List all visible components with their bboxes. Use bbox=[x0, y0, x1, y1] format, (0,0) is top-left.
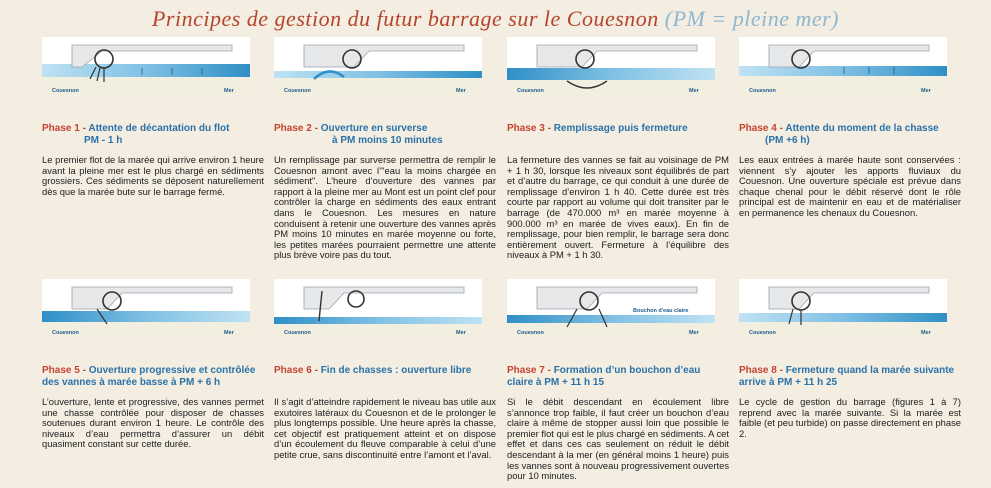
phase-5-title: Ouverture progressive et contrôlée bbox=[88, 365, 256, 376]
phase-4-diagram bbox=[739, 37, 947, 97]
phase-6-number: Phase 6 - bbox=[274, 365, 318, 376]
phase-6-heading bbox=[274, 365, 496, 377]
phase-1-text: Le premier flot de la marée qui arrive environ 1 heure avant la pleine mer est le plus chargé en sédiments grossiers. Ces sédiments se déposent naturellement dès que la marée bute sur le barrage fermé. bbox=[42, 154, 264, 197]
phase-3-title: Remplissage puis fermeture bbox=[553, 123, 688, 134]
phase-4-title: Attente du moment de la chasse bbox=[785, 123, 939, 134]
phase-1-title2: PM - 1 h bbox=[84, 134, 123, 146]
label-couesnon: Couesnon bbox=[517, 88, 544, 94]
phase-2-text: Un remplissage par surverse permettra de remplir le Couesnon amont avec l’"eau la moins chargée en sédiment". L’heure d’ouverture des vannes par rapport à la pleine mer au Mont est un point clef pour contrôler la charge en sédiments des eaux entrant dans le Couesnon. Les mesures en nature conduisent à retenir une ouverture des vannes après PM moins 10 minutes en marée moyenne ou forte, les petites marées pourraient permettre une attente plus brève voire pas du tout. bbox=[274, 154, 496, 261]
phase-3-diagram bbox=[507, 37, 715, 97]
phase-2-title2: à PM moins 10 minutes bbox=[332, 134, 443, 146]
phase-8-heading bbox=[739, 365, 961, 388]
phase-8-diagram bbox=[739, 279, 947, 339]
phase-1-diagram bbox=[42, 37, 250, 97]
phase-5-title2: des vannes à marée basse à PM + 6 h bbox=[42, 376, 221, 388]
phase-2-title: Ouverture en surverse bbox=[320, 123, 428, 134]
phase-7-text: Si le débit descendant en écoulement libre s’annonce trop faible, il faut créer un bouchon d’eau claire à même de stopper aussi loin que possible le premier flot qui est le plus chargé en sédiments. A cet effet et dans ces cas seulement on réduit le débit descendant à la mer (en général moins 1 heure) puis les vannes sont à nouveau progressivement ouvertes pour 10 minutes. bbox=[507, 396, 730, 482]
label-couesnon: Couesnon bbox=[749, 330, 776, 336]
phase-4-number: Phase 4 - bbox=[739, 123, 783, 134]
phase-2-diagram bbox=[274, 37, 482, 97]
label-mer: Mer bbox=[921, 88, 931, 94]
label-mer: Mer bbox=[689, 88, 699, 94]
phase-1-number: Phase 1 - bbox=[42, 123, 86, 134]
phase-2-heading bbox=[274, 123, 496, 146]
title-subtitle: (PM = pleine mer) bbox=[664, 6, 840, 31]
label-couesnon: Couesnon bbox=[52, 330, 79, 336]
label-mer: Mer bbox=[224, 330, 234, 336]
phase-4-title2: (PM +6 h) bbox=[765, 134, 810, 146]
phase-5-number: Phase 5 - bbox=[42, 365, 86, 376]
label-couesnon: Couesnon bbox=[284, 88, 311, 94]
label-mer: Mer bbox=[921, 330, 931, 336]
phase-3-heading bbox=[507, 123, 729, 135]
phase-8-title2: arrive à PM + 11 h 25 bbox=[739, 376, 838, 388]
label-couesnon: Couesnon bbox=[52, 88, 79, 94]
label-mer: Mer bbox=[456, 88, 466, 94]
phase-1-title: Attente de décantation du flot bbox=[88, 123, 230, 134]
label-mer: Mer bbox=[689, 330, 699, 336]
label-bouchon: Bouchon d'eau claire bbox=[633, 308, 689, 314]
phase-7-title: Formation d’un bouchon d’eau bbox=[553, 365, 701, 376]
title-main: Principes de gestion du futur barrage sur le Couesnon bbox=[151, 6, 659, 31]
phase-8-number: Phase 8 - bbox=[739, 365, 783, 376]
phase-7-diagram bbox=[507, 279, 715, 339]
phase-3-text: La fermeture des vannes se fait au voisinage de PM + 1 h 30, lorsque les niveaux sont équilibrés de part et d’autre du barrage, ce qui conduit à une durée de remplissage d’environ 1 h 40. Cette durée est très courte par rapport au volume qui doit transiter par le barrage (de 470.000 m³ en marée moyenne à 900.000 m³ en marée de vives eaux). En fin de remplissage, pour bien remplir, le barrage sera donc entièrement ouvert. Fermeture à l’équilibre des niveaux à PM + 1 h 30. bbox=[507, 154, 729, 261]
phase-4-heading bbox=[739, 123, 961, 146]
label-couesnon: Couesnon bbox=[749, 88, 776, 94]
phase-3-number: Phase 3 - bbox=[507, 123, 551, 134]
phase-8-title: Fermeture quand la marée suivante bbox=[785, 365, 955, 376]
phase-7-title2: claire à PM + 11 h 15 bbox=[507, 376, 605, 388]
phase-2-number: Phase 2 - bbox=[274, 123, 318, 134]
phase-7-heading bbox=[507, 365, 729, 388]
phase-4-text: Les eaux entrées à marée haute sont conservées : viennent s’y ajouter les apports fluviaux du Couesnon. Une ouverture spéciale est prévue dans chaque chenal pour le débit réservé dont le rôle principal est de maintenir en eau et de matérialiser en permanence les chenaux du Couesnon. bbox=[739, 154, 961, 218]
phase-5-heading bbox=[42, 365, 264, 388]
phase-6-diagram bbox=[274, 279, 482, 339]
label-mer: Mer bbox=[456, 330, 466, 336]
page-title bbox=[0, 6, 991, 32]
phase-1-heading bbox=[42, 123, 264, 146]
phase-7-number: Phase 7 - bbox=[507, 365, 551, 376]
phase-5-text: L’ouverture, lente et progressive, des vannes permet une chasse contrôlée pour disposer de chasses soutenues durant environ 1 heure. Le contrôle des niveaux d’eau permettra d’assurer un débit quasiment constant sur cette durée. bbox=[42, 396, 264, 450]
phase-6-text: Il s’agit d’atteindre rapidement le niveau bas utile aux exutoires latéraux du Couesnon et de le prolonger le plus longtemps possible. Une heure après la chasse, cet objectif est pratiquement atteint et on dispose d’un écoulement du fleuve comparable à celui d’une petite crue, sans discontinuité entre l’amont et l’aval. bbox=[274, 396, 496, 460]
label-couesnon: Couesnon bbox=[517, 330, 544, 336]
label-couesnon: Couesnon bbox=[284, 330, 311, 336]
phase-8-text: Le cycle de gestion du barrage (figures 1 à 7) reprend avec la marée suivante. Si la marée est faible (et peu turbide) on passe directement en phase 2. bbox=[739, 396, 962, 439]
phase-5-diagram bbox=[42, 279, 250, 339]
label-mer: Mer bbox=[224, 88, 234, 94]
phase-6-title: Fin de chasses : ouverture libre bbox=[320, 365, 472, 376]
